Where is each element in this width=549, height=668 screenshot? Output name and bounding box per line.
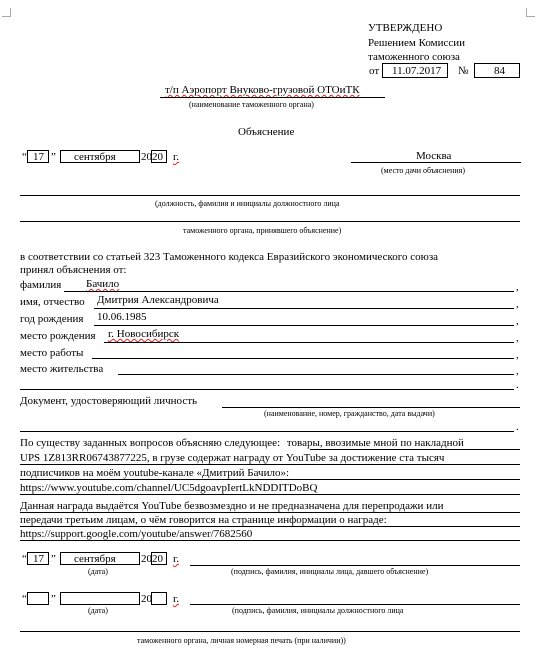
sign2-open-quote: “	[22, 593, 27, 605]
sign2-signature-caption: (подпись, фамилия, инициалы должностного лица	[232, 606, 404, 615]
surname-text: Бачило	[86, 278, 120, 290]
work-comma: ,	[516, 349, 519, 361]
explanation-line-5-underline	[20, 512, 520, 513]
explanation-line-7-underline	[20, 540, 520, 541]
sign1-signature-caption: (подпись, фамилия, инициалы лица, давшего объяснение)	[231, 567, 429, 576]
official-caption-1: (должность, фамилия и инициалы должностного лица	[155, 199, 340, 208]
explanation-line-3-underline	[20, 479, 520, 480]
sign2-year-suffix-text: г.	[173, 593, 180, 605]
customs-body-caption: (наименование таможенного органа)	[189, 100, 314, 109]
explanation-lead: По существу заданных вопросов объясняю следующее:	[20, 437, 281, 449]
page-corner-mark	[526, 8, 535, 17]
explanation-line-2: UPS 1Z813RR06743877225, в грузе содержат награду от YouTube за достижение ста тысяч	[20, 452, 445, 464]
surname-line	[64, 291, 514, 292]
approval-line1: Решением Комиссии	[368, 37, 466, 49]
customs-body-line	[160, 97, 385, 98]
birth-year-label: год рождения	[20, 313, 84, 325]
approval-line2: таможенного союза	[368, 51, 460, 63]
explanation-line-1-underline	[310, 449, 520, 450]
identity-doc-label: Документ, удостоверяющий личность	[20, 395, 198, 407]
explanation-line-6: передачи третьим лицам, о чём говорится на странице информации о награде:	[20, 514, 387, 526]
birth-year-line	[94, 325, 514, 326]
approval-date: 11.07.2017	[392, 65, 442, 77]
explanation-line-7: https://support.google.com/youtube/answer/7682560	[20, 528, 253, 540]
sign1-open-quote: “	[22, 553, 27, 565]
explanation-line-2-underline	[20, 464, 520, 465]
birth-place-comma: ,	[516, 332, 519, 344]
date-open-quote: “	[22, 151, 27, 163]
intro-line-1: в соответствии со статьей 323 Таможенного кодекса Евразийского экономического союза	[20, 251, 439, 263]
date-century: 20	[141, 151, 152, 163]
surname-comma: ,	[516, 281, 519, 293]
sign2-date-caption: (дата)	[88, 606, 108, 615]
residence-line-2	[20, 389, 514, 390]
sign1-signature-line	[190, 565, 520, 566]
birth-place-line	[104, 342, 514, 343]
residence-label: место жительства	[20, 363, 104, 375]
birth-year-value: 10.06.1985	[97, 311, 147, 323]
birth-place-label: место рождения	[20, 330, 96, 342]
name-value: Дмитрия Александровича	[97, 294, 219, 306]
residence-comma: ,	[516, 365, 519, 377]
approval-from-label: от	[369, 65, 380, 77]
identity-doc-end-dot: .	[516, 421, 519, 433]
birth-place-value	[108, 328, 179, 341]
date-month: сентября	[74, 151, 116, 163]
sign1-year: 20	[152, 553, 163, 565]
name-label: имя, отчество	[20, 296, 85, 308]
date-close-quote: ”	[51, 151, 56, 163]
sign2-close-quote: ”	[51, 593, 56, 605]
intro-line-2: принял объяснения от:	[20, 264, 127, 276]
sign2-signature-line	[190, 604, 520, 605]
sign2-century: 20	[141, 593, 152, 605]
sign1-month: сентября	[74, 553, 116, 565]
place-caption: (место дачи объяснения)	[381, 166, 465, 175]
sign1-century: 20	[141, 553, 152, 565]
date-day: 17	[33, 151, 44, 163]
explanation-line-4: https://www.youtube.com/channel/UC5dgoavpIertLkNDDITDoBQ	[20, 482, 318, 494]
identity-doc-line-2	[20, 431, 514, 432]
explanation-line-4-underline	[20, 494, 520, 495]
sign1-year-suffix	[173, 553, 179, 566]
name-line	[94, 308, 514, 309]
sign1-close-quote: ”	[51, 553, 56, 565]
date-year: 20	[152, 151, 163, 163]
customs-body-name	[165, 84, 360, 97]
approval-title: УТВЕРЖДЕНО	[368, 22, 443, 34]
birth-year-comma: ,	[516, 315, 519, 327]
sign1-day: 17	[33, 553, 44, 565]
birth-place-text: г. Новосибирск	[108, 328, 180, 340]
sign2-year-box	[151, 592, 167, 605]
footer-line	[20, 631, 520, 632]
date-year-suffix-text: г.	[173, 151, 180, 163]
explanation-line-6-underline	[20, 526, 520, 527]
customs-body-value: т/п Аэропорт Внуково-грузовой ОТОиТК	[165, 84, 360, 96]
official-line-1	[20, 195, 520, 196]
official-line-2	[20, 221, 520, 222]
work-label: место работы	[20, 347, 84, 359]
residence-line	[118, 374, 514, 375]
surname-label: фамилия	[20, 279, 62, 291]
identity-doc-line	[222, 407, 520, 408]
sign2-day-box	[27, 592, 49, 605]
work-line	[92, 358, 514, 359]
explanation-line-5: Данная награда выдаётся YouTube безвозмездно и не предназначена для перепродажи или	[20, 500, 444, 512]
residence-end-dot: .	[516, 379, 519, 391]
official-caption-2: таможенного органа, принявшего объяснение)	[183, 226, 342, 235]
approval-number-label: №	[458, 65, 469, 77]
explanation-line-3: подписчиков на моём youtube-канале «Дмитрий Бачило»:	[20, 467, 290, 479]
identity-doc-caption: (наименование, номер, гражданство, дата выдачи)	[264, 409, 435, 418]
date-year-suffix	[173, 151, 179, 164]
approval-number: 84	[494, 65, 505, 77]
sign1-date-caption: (дата)	[88, 567, 108, 576]
sign2-month-box	[60, 592, 140, 605]
sign2-year-suffix	[173, 593, 179, 606]
document-title: Объяснение	[238, 126, 295, 138]
explanation-line-1-text: товары, ввозимые мной по накладной	[286, 437, 464, 449]
surname-value	[86, 278, 119, 291]
place-value: Москва	[416, 150, 452, 162]
footer-caption: таможенного органа, личная номерная печать (при наличии))	[137, 636, 346, 645]
sign1-year-suffix-text: г.	[173, 553, 180, 565]
name-comma: ,	[516, 298, 519, 310]
page-corner-mark	[2, 8, 11, 17]
